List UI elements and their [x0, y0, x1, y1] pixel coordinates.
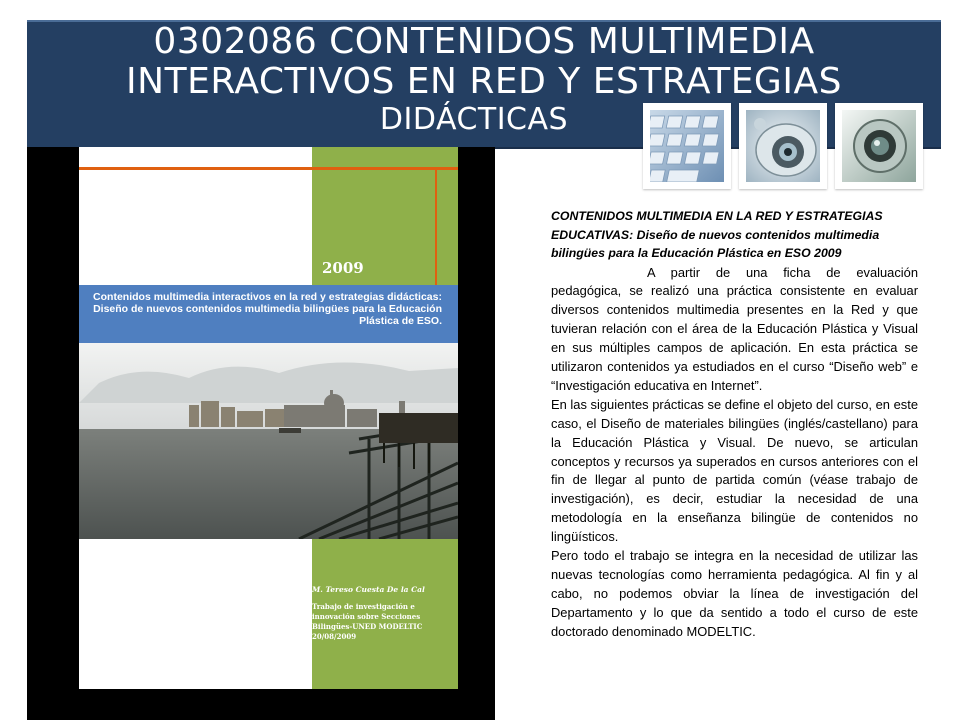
cover-year: 2009	[322, 259, 364, 277]
cover-author-block	[312, 585, 425, 642]
description-paragraph-3: Pero todo el trabajo se integra en la necesidad de utilizar las nuevas tecnologías como herramienta pedagógica. Al fin y al cabo, no podemos obviar la línea de investigación del Departamento y lo que da sentido a todo el curso de este doctorado denominado MODELTIC.	[551, 548, 918, 639]
description-heading: CONTENIDOS MULTIMEDIA EN LA RED Y ESTRATEGIAS EDUCATIVAS: Diseño de nuevos contenidos multimedia bilingües para la Educación Plástica en ESO 2009	[551, 209, 883, 260]
title-line-3: DIDÁCTICAS	[379, 102, 569, 137]
cover-subtitle	[79, 285, 458, 343]
cover-subtitle-line-1: Contenidos multimedia interactivos en la red y estrategias didácticas:	[93, 291, 442, 303]
phone-camera-photo-icon	[739, 103, 827, 189]
cover-author-line-2: innovación sobre Secciones	[312, 612, 421, 621]
description-text	[551, 207, 918, 642]
cover-orange-line	[79, 167, 458, 170]
cover-orange-vertical-line	[435, 167, 437, 302]
cover-subtitle-line-2: Diseño de nuevos contenidos multimedia bilingües para la Educación	[93, 303, 442, 315]
webcam-photo-icon	[835, 103, 923, 189]
title-line-1: 0302086 CONTENIDOS MULTIMEDIA	[153, 21, 815, 62]
cover-author-line-3: Bilingües-UNED MODELTIC	[312, 622, 423, 631]
title-line-2: INTERACTIVOS EN RED Y ESTRATEGIAS	[126, 61, 842, 102]
book-cover	[79, 147, 458, 689]
cover-author-date: 20/08/2009	[312, 632, 357, 641]
cover-author-name: M. Tereso Cuesta De la Cal	[312, 585, 425, 594]
cover-author-line-1: Trabajo de investigación e	[312, 602, 415, 611]
cover-subtitle-line-3: Plástica de ESO.	[359, 315, 442, 327]
description-paragraph-1: A partir de una ficha de evaluación pedagógica, se realizó una práctica consistente en evaluar diversos contenidos multimedia presentes en la Red y que tuvieran relación con el área de la Educación Plástica y Visual en sus múltiples campos de aplicación. En esta práctica se utilizaron contenidos ya estudiados en el curso “Diseño web” e “Investigación educativa en Internet”.	[551, 264, 918, 393]
description-paragraph-2: En las siguientes prácticas se define el objeto del curso, en este caso, el Diseño de materiales bilingües (inglés/castellano) para la Educación Plástica y Visual. De nuevo, se articulan conceptos y recursos ya superados en cursos anteriores con el fin de llegar al punto de partida común (véase trabajo de investigación), es decir, estudiar la necesidad de una metodología en la enseñanza bilingüe de contenidos no lingüísticos.	[551, 396, 918, 545]
thames-photo	[79, 343, 458, 539]
keyboard-photo-icon	[643, 103, 731, 189]
